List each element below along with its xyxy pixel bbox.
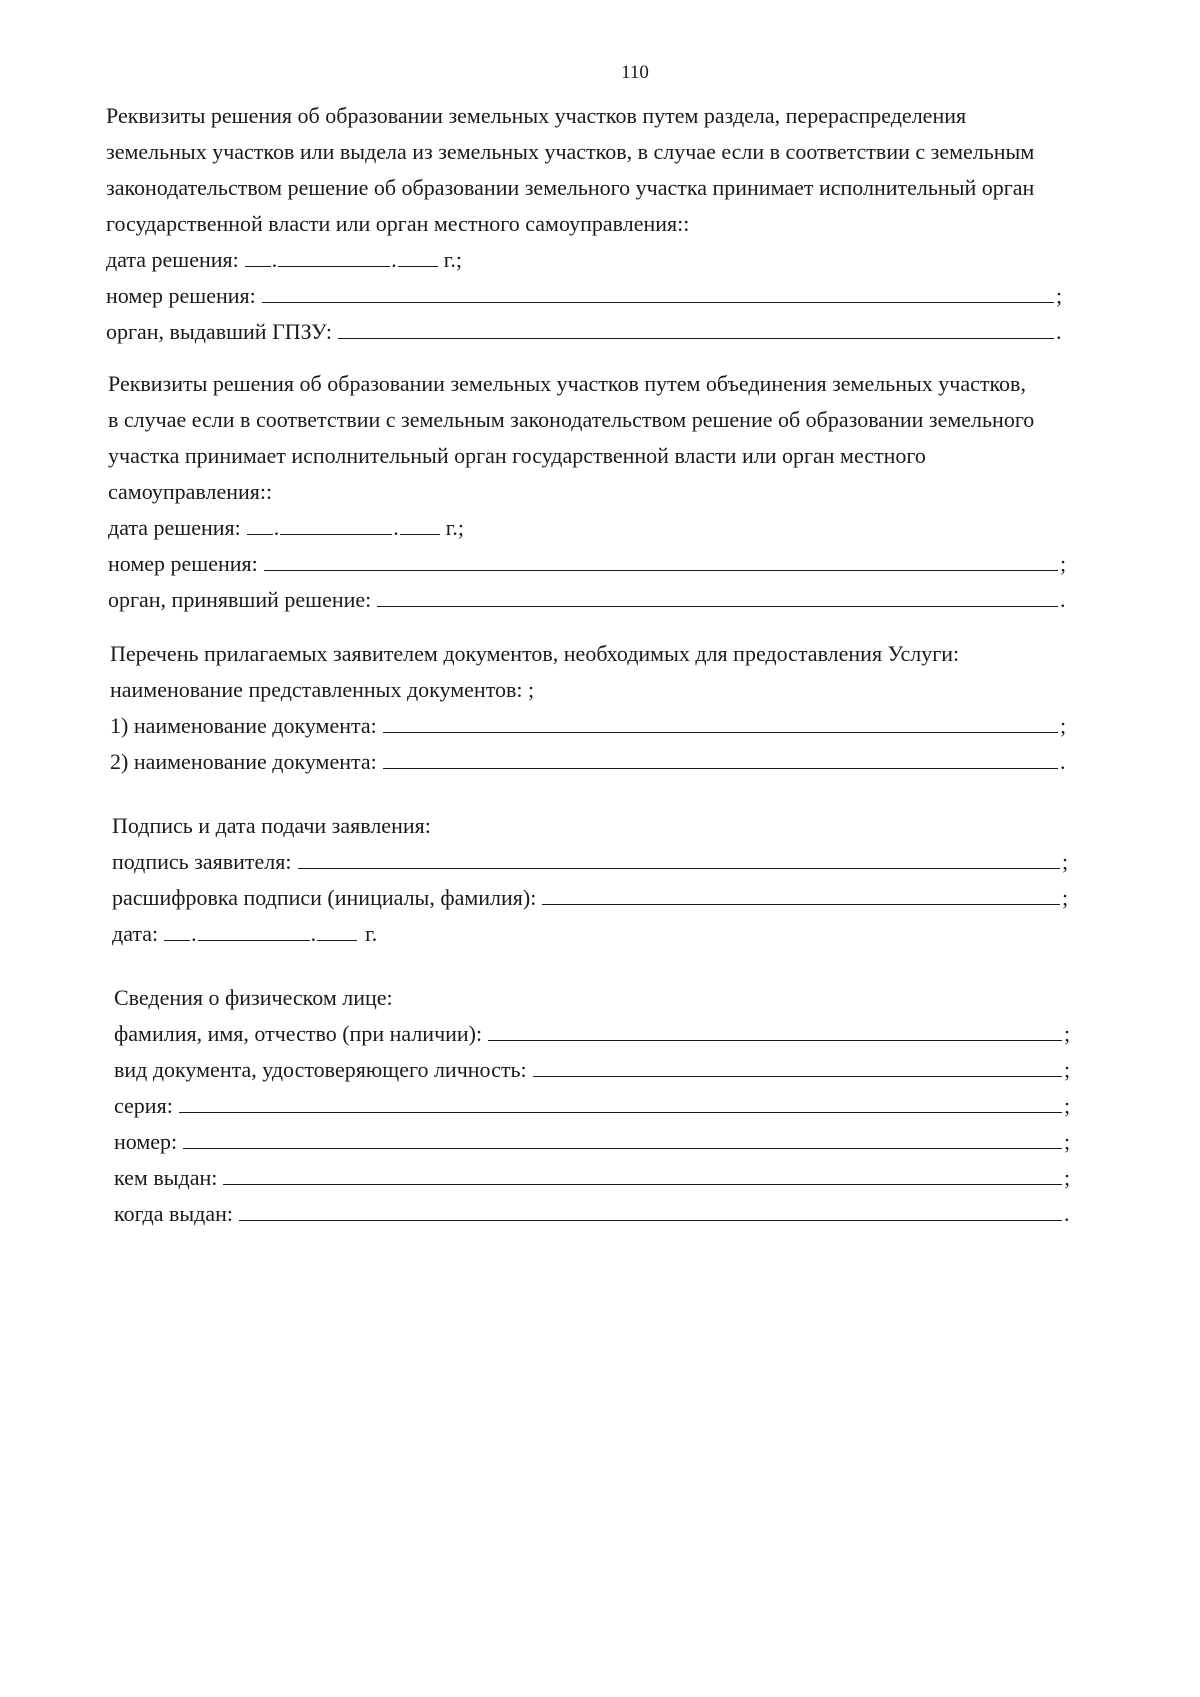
person-doctype-end: ;: [1064, 1057, 1071, 1082]
document-1-row: [110, 708, 1070, 744]
division-heading-line-1: Реквизиты решения об образовании земельных участков путем раздела, перераспределения: [106, 103, 967, 128]
person-issuer-label: кем выдан:: [114, 1165, 218, 1190]
documents-subheading: наименование представленных документов: ;: [110, 677, 535, 702]
division-number-label: номер решения:: [106, 283, 256, 308]
merger-issuer-label: орган, принявший решение:: [108, 587, 372, 612]
document-1-field[interactable]: [383, 710, 1058, 733]
division-heading-line-2: земельных участков или выдела из земельных участков, в случае если в соответствии с земельным: [106, 139, 1035, 164]
person-doctype-field[interactable]: [533, 1054, 1062, 1077]
division-number-row: [106, 278, 1066, 314]
signature-field[interactable]: [298, 846, 1060, 869]
signature-date-row: дата: . . г.: [112, 916, 1072, 952]
merger-heading-line-1: Реквизиты решения об образовании земельных участков путем объединения земельных участков,: [108, 371, 1026, 396]
division-date-year-field[interactable]: [398, 246, 438, 267]
signature-decode-label: расшифровка подписи (инициалы, фамилия):: [112, 885, 537, 910]
person-issued-row: [114, 1196, 1074, 1232]
person-heading: Сведения о физическом лице:: [114, 985, 393, 1010]
signature-decode-row: [112, 880, 1072, 916]
division-heading-line-4: государственной власти или орган местного самоуправления::: [106, 211, 690, 236]
person-issuer-end: ;: [1064, 1165, 1071, 1190]
person-series-end: ;: [1064, 1093, 1071, 1118]
document-2-end: .: [1060, 749, 1066, 774]
merger-date-month-field[interactable]: [280, 514, 392, 535]
person-series-field[interactable]: [179, 1090, 1062, 1113]
documents-heading: Перечень прилагаемых заявителем документов, необходимых для предоставления Услуги:: [110, 641, 960, 666]
division-date-label: дата решения:: [106, 247, 239, 272]
merger-number-end: ;: [1060, 551, 1067, 576]
signature-decode-end: ;: [1062, 885, 1069, 910]
merger-date-row: дата решения: . . г.;: [108, 510, 1070, 546]
page-number: 110: [621, 62, 649, 83]
document-2-row: [110, 744, 1070, 780]
division-date-day-field[interactable]: [245, 246, 271, 267]
person-fio-end: ;: [1064, 1021, 1071, 1046]
person-number-row: [114, 1124, 1074, 1160]
division-issuer-field[interactable]: [338, 316, 1054, 339]
section-signature: [112, 808, 1072, 952]
merger-heading-line-4: самоуправления::: [108, 479, 273, 504]
person-number-label: номер:: [114, 1129, 178, 1154]
merger-issuer-field[interactable]: [377, 584, 1058, 607]
signature-date-day-field[interactable]: [164, 920, 190, 941]
signature-heading: Подпись и дата подачи заявления:: [112, 813, 431, 838]
signature-date-month-field[interactable]: [198, 920, 310, 941]
merger-heading-line-2: в случае если в соответствии с земельным законодательством решение об образовании земельного: [108, 407, 1035, 432]
section-documents: [110, 636, 1070, 780]
person-issuer-field[interactable]: [223, 1162, 1062, 1185]
section-division: [106, 98, 1066, 350]
person-issued-field[interactable]: [239, 1198, 1062, 1221]
merger-date-suffix: г.;: [445, 515, 464, 540]
person-issuer-row: [114, 1160, 1074, 1196]
division-heading-line-3: законодательством решение об образовании земельного участка принимает исполнительный орган: [106, 175, 1035, 200]
signature-label: подпись заявителя:: [112, 849, 292, 874]
division-issuer-row: [106, 314, 1066, 350]
signature-date-label: дата:: [112, 921, 159, 946]
section-person: [114, 980, 1074, 1232]
person-doctype-label: вид документа, удостоверяющего личность:: [114, 1057, 527, 1082]
merger-issuer-row: [108, 582, 1070, 618]
merger-number-row: [108, 546, 1070, 582]
division-date-row: дата решения: . . г.;: [106, 242, 1066, 278]
merger-date-year-field[interactable]: [400, 514, 440, 535]
person-doctype-row: [114, 1052, 1074, 1088]
merger-number-field[interactable]: [264, 548, 1058, 571]
signature-decode-field[interactable]: [542, 882, 1060, 905]
document-2-label: 2) наименование документа:: [110, 749, 377, 774]
merger-date-day-field[interactable]: [247, 514, 273, 535]
person-issued-end: .: [1064, 1201, 1070, 1226]
person-issued-label: когда выдан:: [114, 1201, 233, 1226]
division-date-suffix: г.;: [443, 247, 462, 272]
division-issuer-label: орган, выдавший ГПЗУ:: [106, 319, 332, 344]
merger-date-label: дата решения:: [108, 515, 241, 540]
signature-end: ;: [1062, 849, 1069, 874]
document-1-label: 1) наименование документа:: [110, 713, 377, 738]
person-fio-row: [114, 1016, 1074, 1052]
person-number-end: ;: [1064, 1129, 1071, 1154]
person-fio-label: фамилия, имя, отчество (при наличии):: [114, 1021, 483, 1046]
merger-issuer-end: .: [1060, 587, 1066, 612]
division-date-month-field[interactable]: [278, 246, 390, 267]
signature-row: [112, 844, 1072, 880]
signature-date-year-field[interactable]: [317, 920, 357, 941]
division-issuer-end: .: [1056, 319, 1062, 344]
division-number-end: ;: [1056, 283, 1063, 308]
merger-number-label: номер решения:: [108, 551, 258, 576]
person-series-label: серия:: [114, 1093, 173, 1118]
section-merger: [108, 366, 1070, 618]
signature-date-suffix: г.: [365, 921, 378, 946]
document-2-field[interactable]: [383, 746, 1058, 769]
document-1-end: ;: [1060, 713, 1067, 738]
person-fio-field[interactable]: [488, 1018, 1062, 1041]
person-series-row: [114, 1088, 1074, 1124]
merger-heading-line-3: участка принимает исполнительный орган государственной власти или орган местного: [108, 443, 926, 468]
person-number-field[interactable]: [183, 1126, 1062, 1149]
division-number-field[interactable]: [262, 280, 1054, 303]
